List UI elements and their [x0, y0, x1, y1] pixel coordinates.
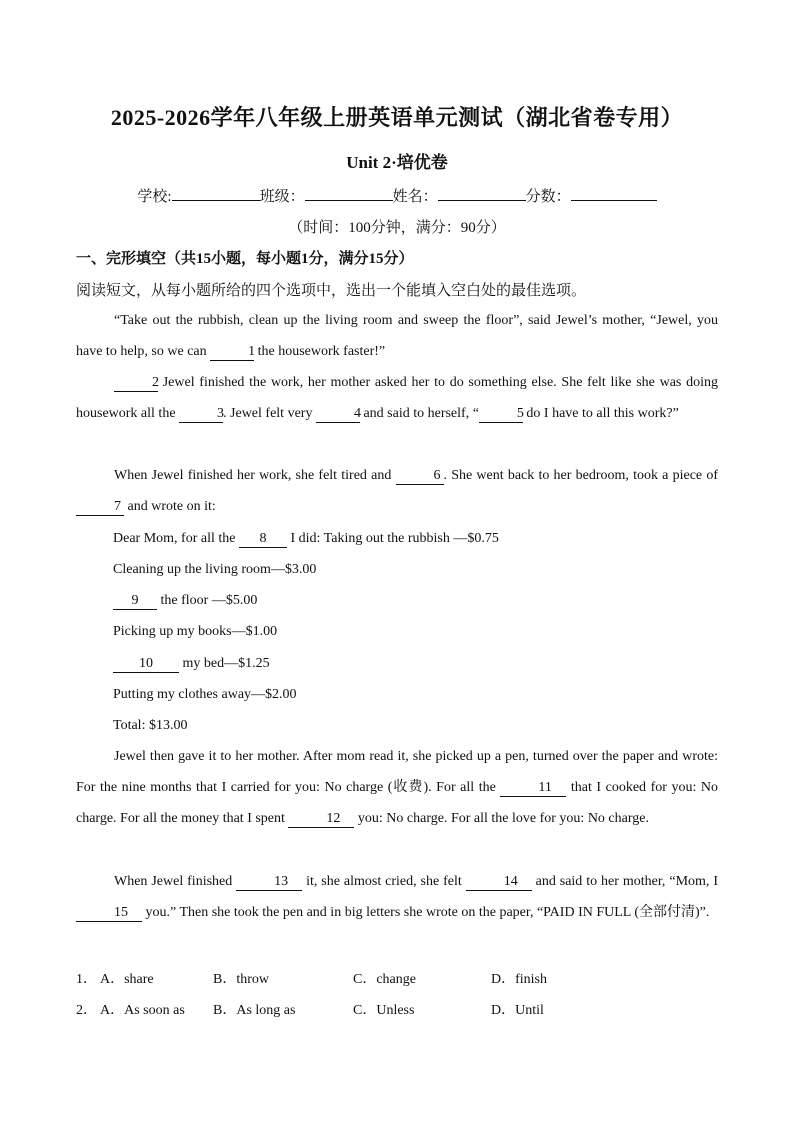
- section-heading: 一、完形填空（共15小题，每小题1分，满分15分）: [76, 251, 414, 267]
- passage-text: and said to herself, “: [359, 406, 479, 421]
- letter-line-6: Putting my clothes away—$2.00: [113, 687, 297, 702]
- passage-text: . She went back to her bedroom, took a piece of: [443, 468, 718, 483]
- passage-paragraph-1: [76, 305, 718, 367]
- passage-text: Jewel then gave it to her mother. After mom read it, she picked up a pen, turned over the paper and wrote: For the nine months that I carried for you: No charge (收费). For all the: [76, 749, 718, 795]
- option-a[interactable]: A．share: [100, 972, 154, 987]
- passage-text: Jewel finished the work, her mother asked her to do something else. She felt like she was doing housework all the: [76, 375, 718, 421]
- letter-text: my bed—$1.25: [179, 656, 270, 671]
- blank-15: 15: [76, 905, 142, 922]
- passage-text: When Jewel finished: [114, 874, 237, 889]
- blank-3: 3: [179, 406, 223, 423]
- option-c[interactable]: C．change: [353, 972, 416, 987]
- letter-text: I did: Taking out the rubbish —$0.75: [286, 531, 499, 546]
- blank-6: 6: [396, 468, 444, 485]
- passage-text: When Jewel finished her work, she felt tired and: [114, 468, 396, 483]
- passage-text: the housework faster!”: [254, 344, 386, 359]
- student-info-row: [0, 185, 794, 206]
- passage-text: you.” Then she took the pen and in big letters she wrote on the paper, “PAID IN FULL (全部付清)”.: [142, 905, 710, 920]
- letter-line-4: Picking up my books—$1.00: [113, 624, 278, 639]
- blank-9: 9: [113, 593, 157, 610]
- passage-text: you: No charge. For all the love for you: No charge.: [354, 811, 649, 826]
- score-label: 分数：: [525, 189, 571, 205]
- passage-paragraph-3: [76, 460, 718, 522]
- passage-text: do I have to all this work?”: [522, 406, 679, 421]
- blank-11: 11: [500, 780, 566, 797]
- option-c[interactable]: C．Unless: [353, 1003, 415, 1018]
- passage-paragraph-4: [76, 741, 718, 834]
- passage-text: that I cooked for you: No charge. For all the money that I spent: [76, 780, 718, 826]
- score-field[interactable]: [571, 186, 657, 201]
- question-number: 2．: [76, 1003, 97, 1018]
- blank-4: 4: [316, 406, 360, 423]
- letter-line-2: Cleaning up the living room—$3.00: [113, 562, 317, 577]
- class-field[interactable]: [305, 186, 393, 201]
- class-label: 班级：: [259, 189, 305, 205]
- passage-paragraph-2: [76, 367, 718, 429]
- school-label: 学校:: [137, 189, 172, 205]
- option-d[interactable]: D．finish: [491, 972, 547, 987]
- blank-14: 14: [466, 874, 532, 891]
- blank-7: 7: [76, 499, 124, 516]
- passage-paragraph-5: [76, 866, 718, 928]
- time-note: （时间：100分钟，满分：90分）: [288, 220, 506, 236]
- school-field[interactable]: [172, 186, 260, 201]
- question-number: 1．: [76, 972, 97, 987]
- blank-1: 1: [210, 344, 254, 361]
- passage-text: it, she almost cried, she felt: [302, 874, 466, 889]
- page-title: 2025-2026学年八年级上册英语单元测试（湖北省卷专用）: [110, 105, 684, 130]
- letter-line-7: Total: $13.00: [113, 718, 188, 733]
- option-a[interactable]: A．As soon as: [100, 1003, 185, 1018]
- letter-line-5: [113, 648, 270, 679]
- name-label: 姓名：: [392, 189, 438, 205]
- passage-text: “Take out the rubbish, clean up the living room and sweep the floor”, said Jewel’s mother, “Jewel, you have to help, so we can: [76, 313, 718, 359]
- option-b[interactable]: B．throw: [213, 972, 269, 987]
- letter-line-1: [113, 523, 499, 554]
- passage-text: and said to her mother, “Mom, I: [531, 874, 718, 889]
- letter-text: Dear Mom, for all the: [113, 531, 239, 546]
- option-d[interactable]: D．Until: [491, 1003, 544, 1018]
- passage-text: . Jewel felt very: [223, 406, 316, 421]
- page-subtitle: Unit 2·培优卷: [346, 153, 448, 172]
- blank-13: 13: [236, 874, 302, 891]
- blank-8: 8: [239, 531, 287, 548]
- blank-12: 12: [288, 811, 354, 828]
- name-field[interactable]: [438, 186, 526, 201]
- blank-5: 5: [479, 406, 523, 423]
- blank-10: 10: [113, 656, 179, 673]
- passage-text: and wrote on it:: [124, 499, 216, 514]
- section-instruction: 阅读短文，从每小题所给的四个选项中，选出一个能填入空白处的最佳选项。: [76, 283, 587, 299]
- blank-2: 2: [114, 375, 158, 392]
- letter-line-3: [113, 585, 257, 616]
- letter-text: the floor —$5.00: [157, 593, 258, 608]
- option-b[interactable]: B．As long as: [213, 1003, 296, 1018]
